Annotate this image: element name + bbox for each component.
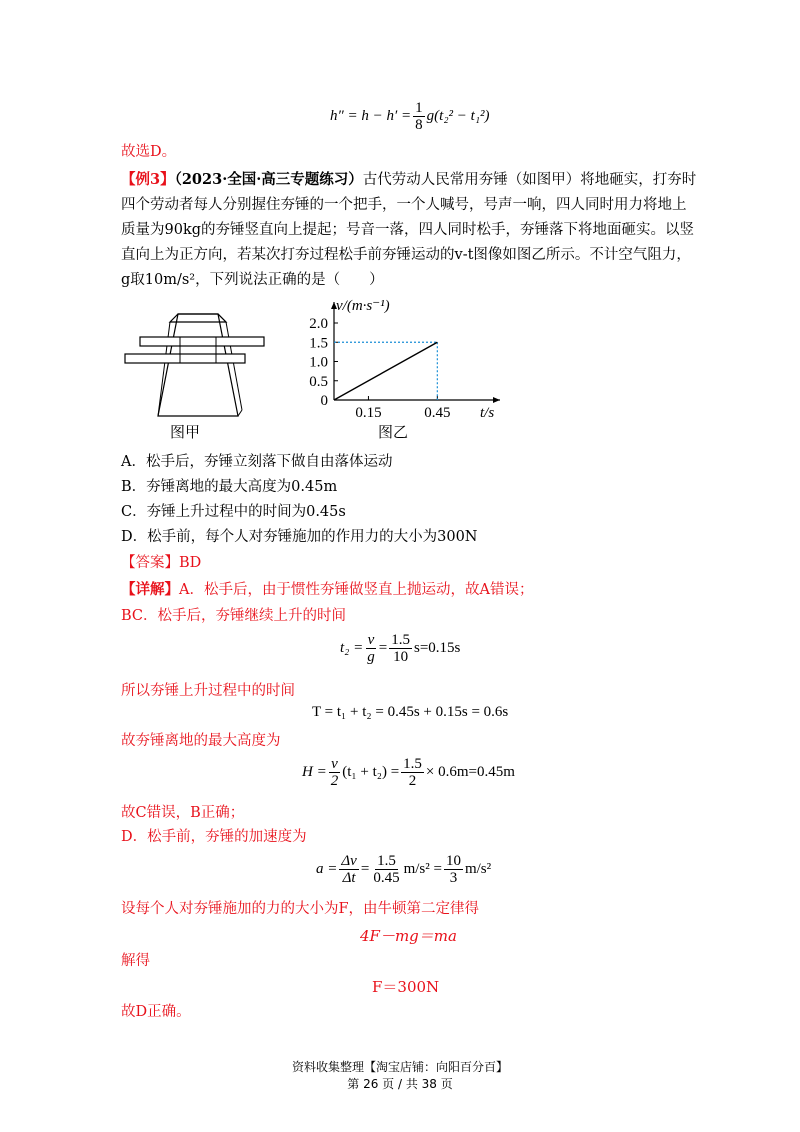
x-tick-label: 0.45 bbox=[424, 405, 451, 420]
figure-a-caption: 图甲 bbox=[170, 423, 201, 441]
example-line: g取10m/s²，下列说法正确的是（ ） bbox=[121, 272, 384, 288]
detail-bc: BC．松手后，夯锤继续上升的时间 bbox=[121, 608, 347, 624]
page-number: 第 26 页 / 共 38 页 bbox=[347, 1077, 453, 1091]
detail-d-right: 故D正确。 bbox=[121, 1004, 191, 1020]
detail-h-intro: 故夯锤离地的最大高度为 bbox=[121, 733, 281, 749]
formula-text: g(t₂² − t₁²) bbox=[426, 108, 490, 124]
example-first-line: 【例3】（2023·全国·高三专题练习）古代劳动人民常用夯锤（如图甲）将地砸实，打夯时 bbox=[121, 171, 697, 188]
formula-a: a = $\frac{\Delta v}{\Delta t}$ = $\frac{1.5}{0.45}$ m/s² = $\frac{10}{3}$ m/s² bbox=[316, 853, 492, 886]
example-tag: 【例3】 bbox=[121, 171, 175, 188]
option-a: A．松手后，夯锤立刻落下做自由落体运动 bbox=[121, 454, 393, 470]
y-tick-label: 0.5 bbox=[309, 373, 328, 390]
detail-a: 【详解】A．松手后，由于惯性夯锤做竖直上抛运动，故A错误； bbox=[121, 581, 534, 598]
vt-chart bbox=[300, 290, 510, 420]
handle-top bbox=[140, 337, 264, 346]
y-axis-label: v/(m·s⁻¹) bbox=[336, 298, 390, 314]
fraction: $\frac{1}{8}$ bbox=[415, 100, 423, 133]
detail-solve: 解得 bbox=[121, 953, 150, 969]
example-line: 直向上为正方向，若某次打夯过程松手前夯锤运动的v-t图像如图乙所示。不计空气阻力， bbox=[121, 247, 691, 263]
tamper-body bbox=[158, 314, 238, 416]
y-tick-label: 1.5 bbox=[309, 335, 328, 352]
formula-t2: t₂ = $\frac{v}{g}$ = $\frac{1.5}{10}$ s=0.15s bbox=[340, 632, 461, 665]
y-tick-label: 2.0 bbox=[309, 316, 328, 332]
example-line: 质量为90kg的夯锤竖直向上提起；号音一落，四人同时松手，夯锤落下将地面砸实。以竖 bbox=[121, 222, 695, 238]
x-tick-label: 0.15 bbox=[355, 405, 382, 420]
option-d: D．松手前，每个人对夯锤施加的作用力的大小为300N bbox=[121, 529, 478, 545]
example-source: （2023·全国·高三专题练习） bbox=[174, 171, 363, 188]
detail-t-intro: 所以夯锤上升过程中的时间 bbox=[121, 683, 295, 699]
handle-bottom bbox=[125, 354, 245, 363]
detail-d: D．松手前，夯锤的加速度为 bbox=[121, 829, 307, 845]
formula-T: T = t₁ + t₂ = 0.45s + 0.15s = 0.6s bbox=[312, 704, 509, 720]
formula-F: F＝300N bbox=[372, 978, 440, 996]
y-tick-label: 0 bbox=[320, 393, 328, 409]
formula-newton: 4F－mg＝ma bbox=[360, 927, 457, 945]
formula-text: h″ = h − h′ = bbox=[330, 108, 412, 124]
detail-c-wrong: 故C错误，B正确； bbox=[121, 805, 245, 821]
top-formula bbox=[330, 100, 490, 133]
previous-answer: 故选D。 bbox=[121, 144, 177, 160]
formula-H: H = $\frac{v}{2}$ (t₁ + t₂) = $\frac{1.5}{2}$ × 0.6m=0.45m bbox=[302, 756, 515, 789]
answer: 【答案】BD bbox=[121, 555, 202, 571]
y-tick-label: 1.0 bbox=[309, 354, 328, 371]
figure-b-caption: 图乙 bbox=[378, 423, 409, 441]
footer-source: 资料收集整理【淘宝店铺：向阳百分百】 bbox=[291, 1060, 508, 1074]
x-axis-label: t/s bbox=[480, 405, 495, 420]
option-b: B．夯锤离地的最大高度为0.45m bbox=[121, 479, 338, 495]
vt-line bbox=[334, 342, 437, 400]
option-c: C．夯锤上升过程中的时间为0.45s bbox=[121, 504, 346, 520]
tamper-top bbox=[170, 314, 226, 322]
example-line: 四个劳动者每人分别握住夯锤的一个把手，一个人喊号，号声一响，四人同时用力将地上 bbox=[121, 197, 687, 213]
x-axis-arrow bbox=[493, 397, 500, 403]
detail-f-intro: 设每个人对夯锤施加的力的大小为F，由牛顿第二定律得 bbox=[121, 901, 480, 917]
